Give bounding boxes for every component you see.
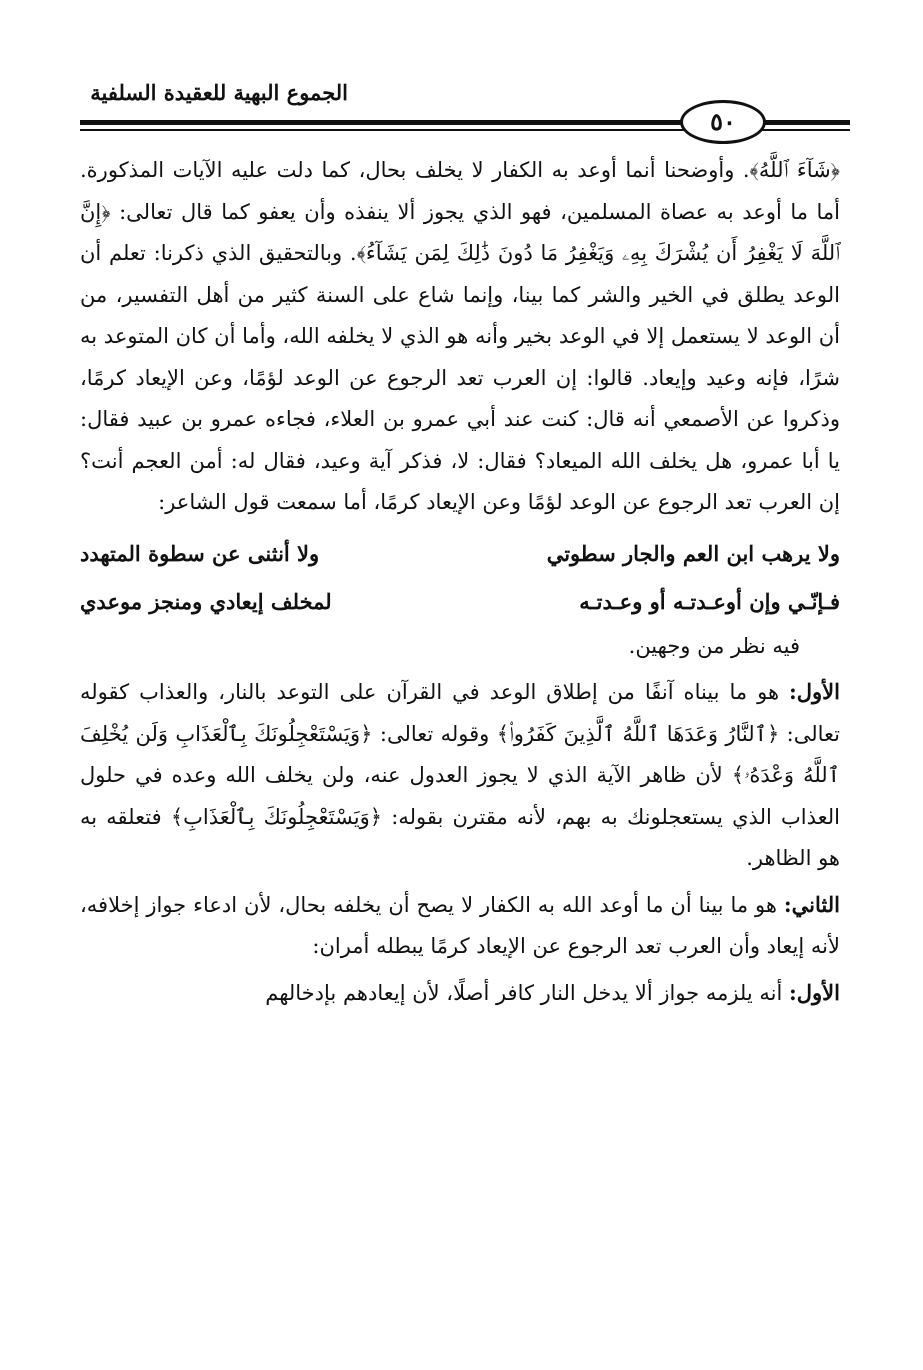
point-3-text: أنه يلزمه جواز ألا يدخل النار كافر أصلًا، لأن إيعادهم بإدخالهم	[265, 980, 783, 1005]
point-2-text: هو ما بينا أن ما أوعد الله به الكفار لا يصح أن يخلفه بحال، لأن ادعاء جواز إخلافه، لأنه إيعاد وأن العرب تعد الرجوع عن الإيعاد كرمًا يبطله أمران:	[80, 892, 840, 958]
body-text	[80, 150, 840, 1014]
running-header-title: الجموع البهية للعقيدة السلفية	[90, 80, 348, 105]
poem	[80, 530, 840, 626]
page-number: ٥٠	[680, 100, 766, 144]
poem-verse-1-second: ولا أنثنى عن سطوة المتهدد	[80, 540, 320, 566]
paragraph-after-poem: فيه نظر من وجهين.	[628, 633, 800, 658]
paragraph-main: ﴿شَآءَ ٱللَّهُ﴾. وأوضحنا أنما أوعد به الكفار لا يخلف بحال، كما دلت عليه الآيات المذكورة. أما ما أوعد به عصاة المسلمين، فهو الذي يجوز ألا ينفذه وأن يعفو كما قال تعالى: ﴿إِنَّ ٱللَّهَ لَا يَغْفِرُ أَن يُشْرَكَ بِهِۦ وَيَغْفِرُ مَا دُونَ ذَٰلِكَ لِمَن يَشَآءُ﴾. وبالتحقيق الذي ذكرنا: تعلم أن الوعد يطلق في الخير والشر كما بينا، وإنما شاع على السنة كثير من أهل التفسير، من أن الوعد لا يستعمل إلا في الوعد بخير وأنه هو الذي لا يخلفه الله، وأما أن كان المتوعد به شرًا، فإنه وعيد وإيعاد. قالوا: إن العرب تعد الرجوع عن الوعد لؤمًا، وعن الإيعاد كرمًا، وذكروا عن الأصمعي أنه قال: كنت عند أبي عمرو بن العلاء، فجاءه عمرو بن عبيد فقال: يا أبا عمرو، هل يخلف الله الميعاد؟ فقال: لا، فذكر آية وعيد، فقال له: أمن العجم أنت؟ إن العرب تعد الرجوع عن الوعد لؤمًا وعن الإيعاد كرمًا، أما سمعت قول الشاعر:	[80, 158, 840, 514]
poem-verse-1	[80, 530, 840, 578]
point-1-text: هو ما بيناه آنفًا من إطلاق الوعد في القرآن على التوعد بالنار، والعذاب كقوله تعالى: ﴿ٱلنَّارُ وَعَدَهَا ٱللَّهُ ٱلَّذِينَ كَفَرُوا۟﴾ وقوله تعالى: ﴿وَيَسْتَعْجِلُونَكَ بِٱلْعَذَابِ وَلَن يُخْلِفَ ٱللَّهُ وَعْدَهُۥ﴾ لأن ظاهر الآية الذي لا يجوز العدول عنه، ولن يخلف الله وعده في حلول العذاب الذي يستعجلونك به بهم، لأنه مقترن بقوله: ﴿وَيَسْتَعْجِلُونَكَ بِٱلْعَذَابِ﴾ فتعلقه به هو الظاهر.	[80, 680, 840, 870]
paragraph-point-1	[80, 671, 840, 880]
point-3-label: الأول:	[789, 979, 840, 1005]
point-2-label: الثاني:	[783, 891, 840, 917]
poem-verse-1-first: ولا يرهب ابن العم والجار سطوتي	[546, 540, 840, 566]
point-1-label: الأول:	[789, 679, 840, 704]
paragraph-point-2	[80, 884, 840, 968]
paragraph-point-3	[80, 972, 840, 1015]
poem-verse-2-second: لمخلف إيعادي ومنجز موعدي	[80, 588, 332, 614]
poem-verse-2-first: فـإنّـي وإن أوعـدتـه أو وعـدتـه	[579, 588, 840, 614]
poem-verse-2	[80, 578, 840, 626]
